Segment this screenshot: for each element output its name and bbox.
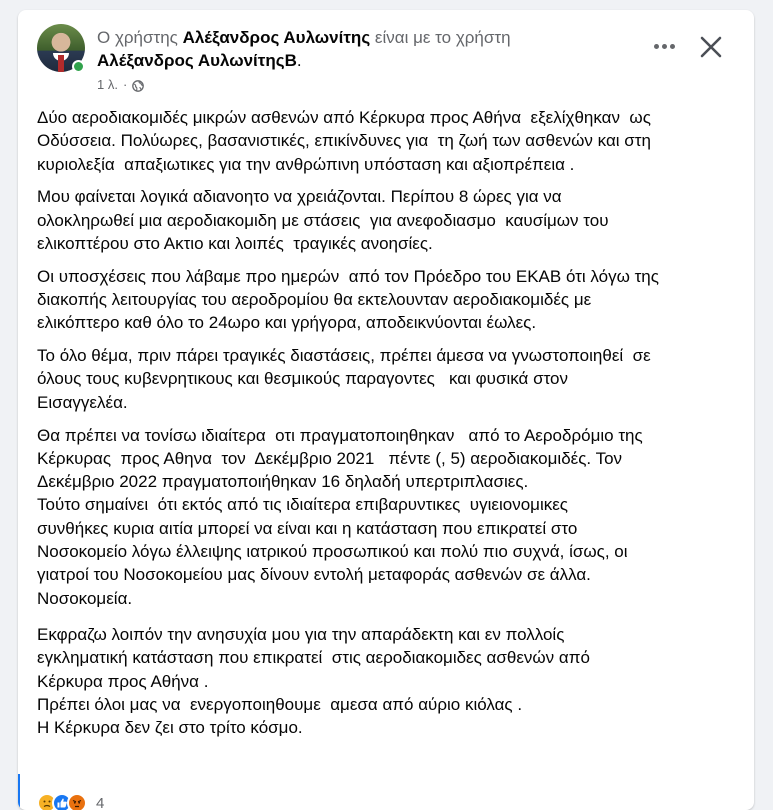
post-text-line: Οδύσσεια. Πολύωρες, βασανιστικές, επικίνδυνες για τη ζωή των ασθενών και στη [37, 129, 737, 152]
post-text-line: Η Κέρκυρα δεν ζει στο τρίτο κόσμο. [37, 716, 737, 739]
post-timestamp[interactable]: 1 λ. [97, 76, 118, 93]
post-text-line: Τούτο σημαίνει ότι εκτός από τις ιδιαίτερα επιβαρυντικες υγιειονομικες [37, 493, 737, 516]
more-options-button[interactable] [646, 32, 682, 60]
post-meta [97, 76, 144, 93]
post-text-line: ελικοπτέρου στο Ακτιο και λοιπές τραγικές ανοησίες. [37, 232, 737, 255]
headline-prefix: Ο χρήστης [97, 28, 183, 47]
post-text [37, 106, 737, 749]
post-text-line: Εισαγγελέα. [37, 391, 737, 414]
post-text-line: εγκληματική κατάσταση που επικρατεί στις αεροδιακομιδες ασθενών από [37, 646, 737, 669]
post-headline [97, 26, 657, 72]
post-text-line: Κέρκυρα προς Αθήνα . [37, 670, 737, 693]
post-paragraph [37, 265, 737, 335]
tagged-user-link[interactable]: Αλέξανδρος ΑυλωνίτηςΒ [97, 51, 297, 70]
more-options-icon-dot [670, 44, 675, 49]
post-text-line: γιατροί του Νοσοκομείου μας δίνουν εντολή μεταφοράς ασθενών σε άλλα. [37, 563, 737, 586]
post-text-line: Δύο αεροδιακομιδές μικρών ασθενών από Κέρκυρα προς Αθήνα εξελίχθηκαν ως [37, 106, 737, 129]
close-button[interactable] [696, 32, 726, 62]
post-text-line: διακοπής λειτουργίας του αεροδρομίου θα εκτελουνταν αεροδιακομιδές με [37, 288, 737, 311]
post-paragraph [37, 424, 737, 610]
online-status-dot [72, 60, 85, 73]
headline-middle: είναι με το χρήστη [370, 28, 510, 47]
post-text-line: Πρέπει όλοι μας να ενεργοποιηθουμε αμεσα από αύριο κιόλας . [37, 693, 737, 716]
post-text-line: Νοσοκομείο λόγω έλλειψης ιατρικού προσωπικού και πολύ πιο συχνά, ίσως, οι [37, 540, 737, 563]
angry-reaction-icon [67, 793, 87, 810]
more-options-icon [654, 44, 659, 49]
post-text-line: Εκφραζω λοιπόν την ανησυχία μου για την απαράδεκτη και εν πολλοίς [37, 623, 737, 646]
meta-separator: · [123, 76, 127, 93]
post-text-line: ολοκληρωθεί μια αεροδιακομιδη με στάσεις για ανεφοδιασμο καυσίμων του [37, 209, 737, 232]
post-header [18, 10, 754, 102]
post-card [18, 10, 754, 810]
post-text-line: ελικόπτερο καθ όλο το 24ωρο και γρήγορα, αποδεικνύονται έωλες. [37, 311, 737, 334]
post-text-line: όλους τους κυβενρητικους και θεσμικούς παραγοντες και φυσικά στον [37, 367, 737, 390]
post-text-line: Μου φαίνεται λογικά αδιανοητο να χρειάζονται. Περίπου 8 ώρες για να [37, 185, 737, 208]
post-text-line: Θα πρέπει να τονίσω ιδιαίτερα οτι πραγματοποιηθηκαν από το Αεροδρόμιο της [37, 424, 737, 447]
post-text-line: Κέρκυρας προς Αθηνα τον Δεκέμβριο 2021 πέντε (, 5) αεροδιακομιδές. Τον [37, 447, 737, 470]
post-text-line: κυριολεξία απαξιωτικες για την ανθρώπινη υπόσταση και αξιοπρέπεια . [37, 153, 737, 176]
reactions-summary[interactable] [37, 792, 104, 810]
reaction-count[interactable]: 4 [96, 795, 104, 810]
post-text-line: Οι υποσχέσεις που λάβαμε προ ημερών από τον Πρόεδρο του ΕΚΑΒ ότι λόγω της [37, 265, 737, 288]
globe-icon[interactable] [132, 79, 144, 91]
post-paragraph [37, 623, 737, 739]
post-text-line: Νοσοκομεία. [37, 587, 737, 610]
post-paragraph [37, 344, 737, 414]
close-icon [696, 32, 726, 62]
post-paragraph [37, 106, 737, 176]
more-options-icon-dot [662, 44, 667, 49]
avatar-tie [58, 55, 64, 72]
author-name-link[interactable]: Αλέξανδρος Αυλωνίτης [183, 28, 371, 47]
headline-suffix: . [297, 51, 302, 70]
post-text-line: Το όλο θέμα, πριν πάρει τραγικές διαστάσεις, πρέπει άμεσα να γνωστοποιηθεί σε [37, 344, 737, 367]
post-paragraph [37, 185, 737, 255]
post-text-line: συνθήκες κυρια αιτία μπορεί να είναι και η κατάσταση που επικρατεί στο [37, 517, 737, 540]
post-text-line: Δεκέμβριο 2022 πραγματοποιήθηκαν 16 δηλαδή υπερτριπλασιες. [37, 470, 737, 493]
